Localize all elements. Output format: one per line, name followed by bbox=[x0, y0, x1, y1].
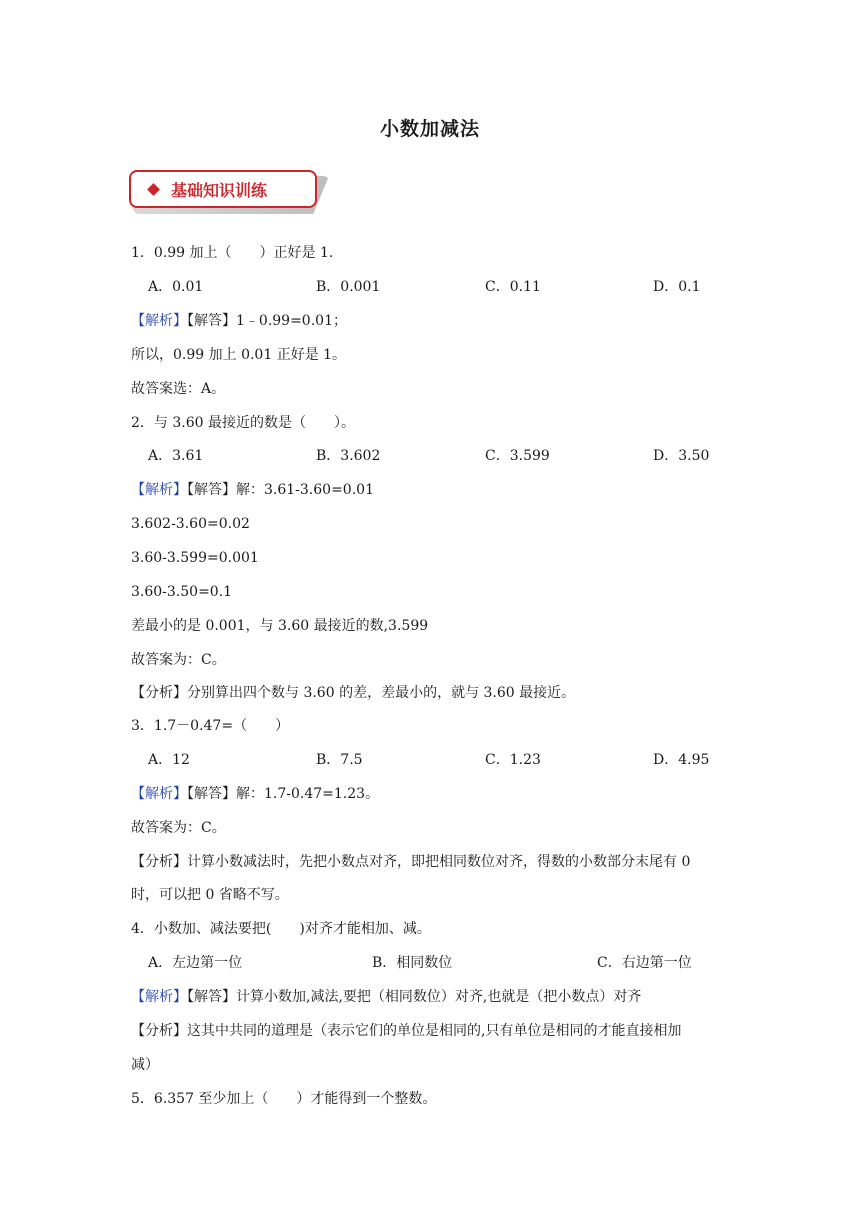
question-2-answer bbox=[131, 480, 374, 500]
question-4-option-c: C．右边第一位 bbox=[597, 955, 692, 971]
section-banner bbox=[129, 170, 333, 214]
question-3-option-c: C．1.23 bbox=[485, 752, 541, 768]
answer-line: 所以，0.99 加上 0.01 正好是 1。 bbox=[131, 347, 347, 363]
question-3-option-d: D．4.95 bbox=[653, 752, 710, 768]
answer-text: 【解答】解：1.7-0.47=1.23。 bbox=[187, 786, 380, 802]
answer-line: 3.60-3.599=0.001 bbox=[131, 550, 259, 566]
answer-text: 【解答】计算小数加,减法,要把（相同数位）对齐,也就是（把小数点）对齐 bbox=[187, 989, 642, 1005]
analysis-line: 【分析】计算小数减法时，先把小数点对齐，即把相同数位对齐，得数的小数部分末尾有 0 bbox=[131, 854, 691, 870]
question-5-stem: 5．6.357 至少加上（ ）才能得到一个整数。 bbox=[131, 1091, 437, 1107]
question-4-option-b: B．相同数位 bbox=[372, 955, 453, 971]
question-1-option-c: C．0.11 bbox=[485, 279, 541, 295]
answer-text: 【解答】解：3.61-3.60=0.01 bbox=[187, 482, 374, 498]
question-1-option-b: B．0.001 bbox=[316, 279, 381, 295]
answer-text: 【解答】1﹣0.99=0.01； bbox=[187, 313, 347, 329]
question-1-stem: 1．0.99 加上（ ）正好是 1. bbox=[131, 245, 334, 261]
page-title: 小数加减法 bbox=[379, 118, 480, 140]
answer-line: 故答案为：C。 bbox=[131, 652, 226, 668]
question-2-option-a: A．3.61 bbox=[148, 448, 204, 464]
analysis-tag: 【解析】 bbox=[131, 313, 187, 329]
analysis-line: 减） bbox=[131, 1057, 159, 1073]
answer-line: 3.602-3.60=0.02 bbox=[131, 516, 250, 532]
question-4-answer bbox=[131, 987, 641, 1007]
analysis-tag: 【解析】 bbox=[131, 786, 187, 802]
answer-line: 3.60-3.50=0.1 bbox=[131, 584, 233, 600]
question-1-answer bbox=[131, 311, 347, 331]
question-3-option-a: A．12 bbox=[148, 752, 190, 768]
diamond-icon bbox=[147, 183, 160, 196]
question-2-stem: 2．与 3.60 最接近的数是（ ）。 bbox=[131, 415, 355, 431]
analysis-line: 【分析】分别算出四个数与 3.60 的差，差最小的，就与 3.60 最接近。 bbox=[131, 685, 576, 701]
answer-line: 故答案选：A。 bbox=[131, 381, 226, 397]
section-banner-label: 基础知识训练 bbox=[171, 180, 268, 200]
question-2-option-c: C．3.599 bbox=[485, 448, 550, 464]
question-1-option-a: A．0.01 bbox=[148, 279, 204, 295]
analysis-tag: 【解析】 bbox=[131, 482, 187, 498]
analysis-tag: 【解析】 bbox=[131, 989, 187, 1005]
question-2-option-b: B．3.602 bbox=[316, 448, 381, 464]
question-4-stem: 4．小数加、减法要把( )对齐才能相加、减。 bbox=[131, 921, 431, 937]
analysis-line: 【分析】这其中共同的道理是（表示它们的单位是相同的,只有单位是相同的才能直接相加 bbox=[131, 1023, 682, 1039]
analysis-line: 时，可以把 0 省略不写。 bbox=[131, 887, 289, 903]
question-3-answer bbox=[131, 784, 379, 804]
question-4-option-a: A．左边第一位 bbox=[148, 955, 243, 971]
question-2-option-d: D．3.50 bbox=[653, 448, 710, 464]
answer-line: 差最小的是 0.001，与 3.60 最接近的数,3.599 bbox=[131, 618, 429, 634]
answer-line: 故答案为：C。 bbox=[131, 820, 226, 836]
question-3-option-b: B．7.5 bbox=[316, 752, 363, 768]
question-1-option-d: D．0.1 bbox=[653, 279, 701, 295]
banner-box bbox=[129, 170, 317, 208]
question-3-stem: 3．1.7－0.47=（ ） bbox=[131, 718, 290, 734]
